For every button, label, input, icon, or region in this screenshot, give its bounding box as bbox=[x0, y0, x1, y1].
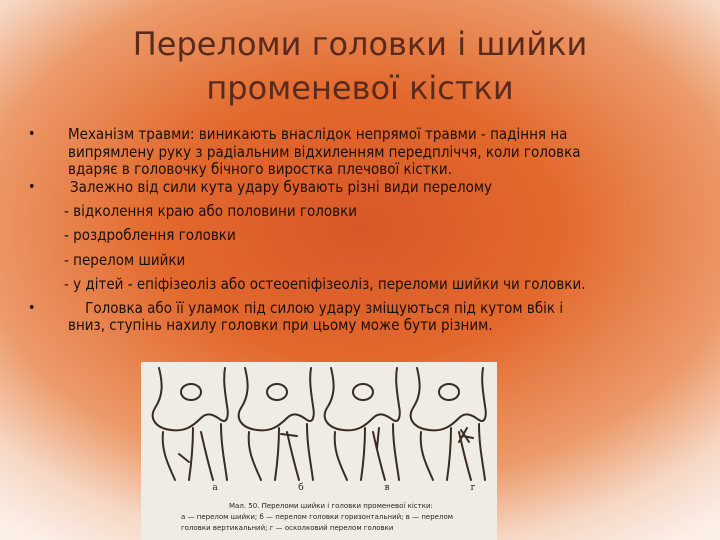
fracture-type-item: - роздроблення головки bbox=[64, 226, 236, 244]
bullet-marker: • bbox=[28, 126, 36, 142]
fracture-drawing bbox=[141, 362, 497, 540]
bone-panel-b bbox=[239, 368, 314, 480]
fracture-type-item: - у дітей - епіфізеоліз або остеоепіфізеоліз, переломи шийки чи головки. bbox=[64, 275, 586, 293]
bullet-marker: • bbox=[28, 299, 36, 316]
bullet-marker: • bbox=[28, 179, 36, 195]
fracture-illustration bbox=[141, 362, 497, 540]
bullet-line: вниз, ступінь нахилу головки при цьому може бути різним. bbox=[68, 316, 493, 334]
fracture-type-item: - відколення краю або половини головки bbox=[64, 201, 358, 220]
panel-label-c: в bbox=[384, 483, 390, 493]
fracture-type-list bbox=[28, 203, 700, 294]
bullet-item-mechanism bbox=[28, 126, 700, 179]
bullet-line: Головка або її уламок під силою удару зміщуються під кутом вбік і bbox=[68, 298, 564, 317]
panel-label-b: б bbox=[298, 483, 304, 493]
figure-caption-line-3: головки вертикальний; г — осколковий перелом головки bbox=[181, 524, 394, 532]
bullet-item-displacement bbox=[28, 300, 700, 335]
bullet-line: випрямлену руку з радіальним відхиленням передпліччя, коли головка bbox=[68, 142, 581, 161]
panel-label-d: г bbox=[470, 483, 476, 493]
title-line-1: Переломи головки і шийки bbox=[132, 25, 588, 63]
slide-title bbox=[0, 22, 720, 110]
bullet-line: вдаряє в головочку бічного виростка плечової кістки. bbox=[68, 160, 452, 178]
bone-panel-a bbox=[153, 368, 228, 480]
bone-panel-c bbox=[325, 368, 400, 480]
bullet-item-fracture-types bbox=[28, 179, 700, 197]
title-line-2: променевої кістки bbox=[206, 69, 514, 107]
figure-caption-line-2: а — перелом шийки; б — перелом головки горизонтальний; в — перелом bbox=[181, 513, 454, 521]
figure-caption-line-1: Мал. 50. Переломи шийки і головки променевої кістки: bbox=[229, 502, 433, 510]
panel-label-a: а bbox=[212, 483, 218, 493]
bullet-line: Механізм травми: виникають внаслідок непрямої травми - падіння на bbox=[68, 125, 568, 143]
bullet-line: Залежно від сили кута удару бувають різні види перелому bbox=[70, 178, 493, 196]
bone-panel-d bbox=[411, 368, 486, 480]
fracture-type-item: - перелом шийки bbox=[64, 250, 186, 269]
bullet-list bbox=[28, 126, 700, 335]
